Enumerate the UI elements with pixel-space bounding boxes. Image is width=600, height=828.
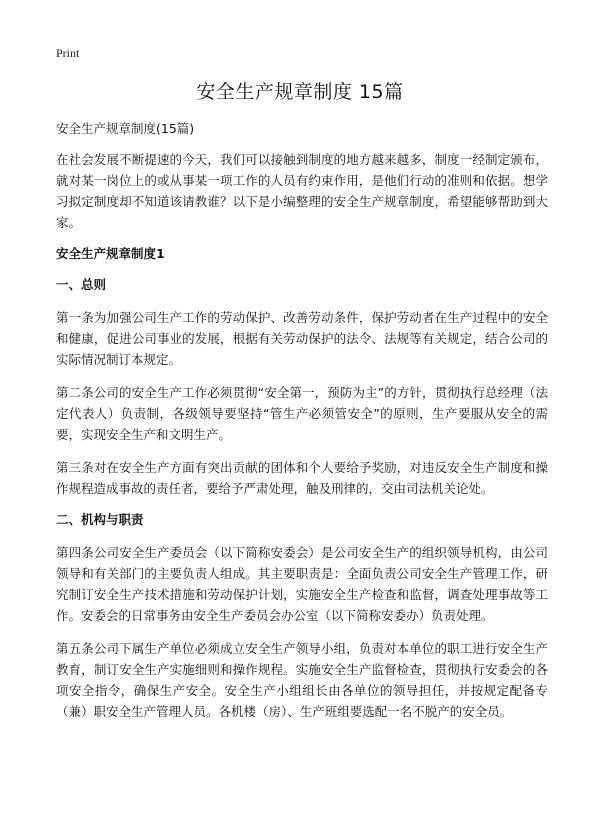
article-3: 第三条对在安全生产方面有突出贡献的团体和个人要给予奖励，对违反安全生产制度和操作规程造成事故的责任者，要给予严肃处理，触及刑律的，交由司法机关论处。 [56, 460, 548, 496]
article-5: 第五条公司下属生产单位必须成立安全生产领导小组，负责对本单位的职工进行安全生产教育，制订安全生产实施细则和操作规程。实施安全生产监督检查，贯彻执行安委会的各项安全指令，确保生产安全。安全生产小组组长由各单位的领导担任，并按规定配备专（兼）职安全生产管理人员。各机楼（房）、生产班组要选配一名不脱产的安全员。 [56, 641, 548, 719]
print-link[interactable]: Print [56, 46, 80, 60]
regulation-heading: 安全生产规章制度1 [56, 246, 165, 261]
article-1: 第一条为加强公司生产工作的劳动保护、改善劳动条件，保护劳动者在生产过程中的安全和健康，促进公司事业的发展，根据有关劳动保护的法令、法规等有关规定，结合公司的实际情况制订本规定。 [56, 310, 548, 367]
document-subtitle: 安全生产规章制度(15篇) [56, 121, 195, 136]
section-general-heading: 一、总则 [56, 277, 107, 292]
document-content [56, 121, 548, 734]
article-4: 第四条公司安全生产委员会（以下简称安委会）是公司安全生产的组织领导机构，由公司领导和有关部门的主要负责人组成。其主要职责是：全面负责公司安全生产管理工作，研究制订安全生产技术措施和劳动保护计划，实施安全生产检查和监督，调查处理事故等工作。安委会的日常事务由安全生产委员会办公室（以下简称安委办）负责处理。 [56, 545, 548, 623]
article-2: 第二条公司的安全生产工作必须贯彻“安全第一，预防为主”的方针，贯彻执行总经理（法定代表人）负责制，各级领导要坚持“管生产必须管安全”的原则，生产要服从安全的需要，实现安全生产和文明生产。 [56, 385, 548, 442]
intro-paragraph: 在社会发展不断提速的今天，我们可以接触到制度的地方越来越多，制度一经制定颁布，就对某一岗位上的或从事某一项工作的人员有约束作用，是他们行动的准则和依据。想学习拟定制度却不知道该请教谁？以下是小编整理的安全生产规章制度，希望能够帮助到大家。 [56, 152, 548, 230]
document-title: 安全生产规章制度 15篇 [196, 81, 404, 103]
section-organization-heading: 二、机构与职责 [56, 512, 144, 527]
